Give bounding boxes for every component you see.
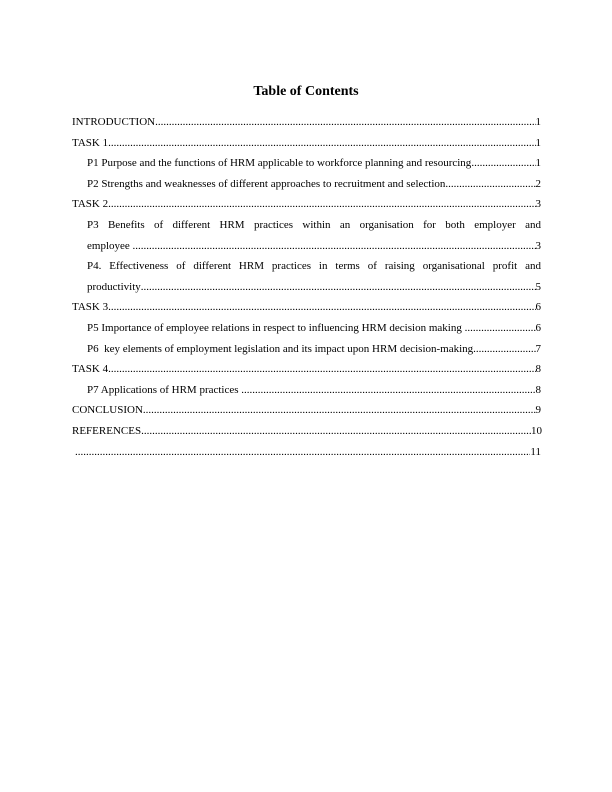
leader-dots <box>141 421 531 442</box>
toc-page-number: 1 <box>535 116 541 128</box>
leader-dots <box>75 442 530 463</box>
table-of-contents <box>72 112 541 462</box>
toc-entry-p6[interactable] <box>72 339 541 360</box>
toc-entry-p1[interactable] <box>72 153 541 174</box>
leader-dots <box>241 380 535 401</box>
toc-page-number: 9 <box>535 404 541 417</box>
toc-entry-references[interactable] <box>72 421 541 442</box>
toc-page-number: 8 <box>535 383 541 396</box>
toc-entry-text: TASK 2 <box>72 198 109 211</box>
leader-dots <box>108 194 535 215</box>
toc-entry-task-1[interactable] <box>72 133 541 154</box>
toc-entry-task-3[interactable] <box>72 297 541 318</box>
toc-entry-text: TASK 4 <box>72 363 109 376</box>
toc-title: Table of Contents <box>253 84 359 99</box>
toc-entry-text: CONCLUSION <box>72 404 143 417</box>
toc-entry-text-line2: productivity <box>87 280 141 293</box>
toc-entry-conclusion[interactable] <box>72 400 541 421</box>
leader-dots <box>108 359 535 380</box>
toc-entry-text-line1: P4. Effectiveness of different HRM practices in terms of raising organisational profit and <box>87 260 541 273</box>
toc-entry-p5[interactable] <box>72 318 541 339</box>
toc-entry-text: P7 Applications of HRM practices <box>87 383 242 396</box>
toc-entry-text: INTRODUCTION <box>72 116 156 128</box>
leader-dots <box>143 400 536 421</box>
toc-entry-p2[interactable] <box>72 174 541 195</box>
toc-page-number: 1 <box>535 136 541 149</box>
toc-page-number: 11 <box>530 445 541 458</box>
toc-page-number: 7 <box>535 342 541 355</box>
toc-entry-untitled[interactable] <box>72 442 541 463</box>
toc-entry-text: P5 Importance of employee relations in respect to influencing HRM decision making <box>87 321 465 334</box>
toc-entry-text: P2 Strengths and weaknesses of different approaches to recruitment and selection <box>87 177 446 190</box>
toc-entry-p3[interactable] <box>72 215 541 256</box>
toc-entry-text-line1: P3 Benefits of different HRM practices within an organisation for both employer and <box>87 218 541 231</box>
leader-dots <box>473 339 535 360</box>
leader-dots <box>155 112 535 133</box>
toc-page-number: 1 <box>535 157 541 170</box>
toc-entry-task-4[interactable] <box>72 359 541 380</box>
toc-page-number: 6 <box>535 301 541 314</box>
toc-entry-text: P1 Purpose and the functions of HRM applicable to workforce planning and resourcing <box>87 157 472 170</box>
toc-entry-text: TASK 1 <box>72 136 109 149</box>
leader-dots <box>108 133 535 154</box>
toc-page-number: 3 <box>535 239 541 252</box>
toc-page-number: 2 <box>535 177 541 190</box>
toc-page-number: 10 <box>531 424 542 437</box>
toc-entry-text-line2: employee <box>87 239 133 252</box>
toc-page-number: 6 <box>535 321 541 334</box>
toc-entry-introduction[interactable] <box>72 112 541 133</box>
leader-dots <box>108 297 535 318</box>
toc-entry-task-2[interactable] <box>72 194 541 215</box>
toc-entry-p4[interactable] <box>72 256 541 297</box>
toc-page-number: 5 <box>535 280 541 293</box>
toc-page-number: 8 <box>535 363 541 376</box>
leader-dots <box>445 174 535 195</box>
leader-dots <box>471 153 535 174</box>
leader-dots <box>465 318 536 339</box>
toc-entry-text: REFERENCES <box>72 424 142 437</box>
leader-dots <box>133 236 536 257</box>
leader-dots <box>141 277 536 298</box>
toc-entry-text: P6 key elements of employment legislation and its impact upon HRM decision-making <box>87 342 474 355</box>
toc-entry-text: TASK 3 <box>72 301 109 314</box>
toc-page-number: 3 <box>535 198 541 211</box>
toc-entry-p7[interactable] <box>72 380 541 401</box>
